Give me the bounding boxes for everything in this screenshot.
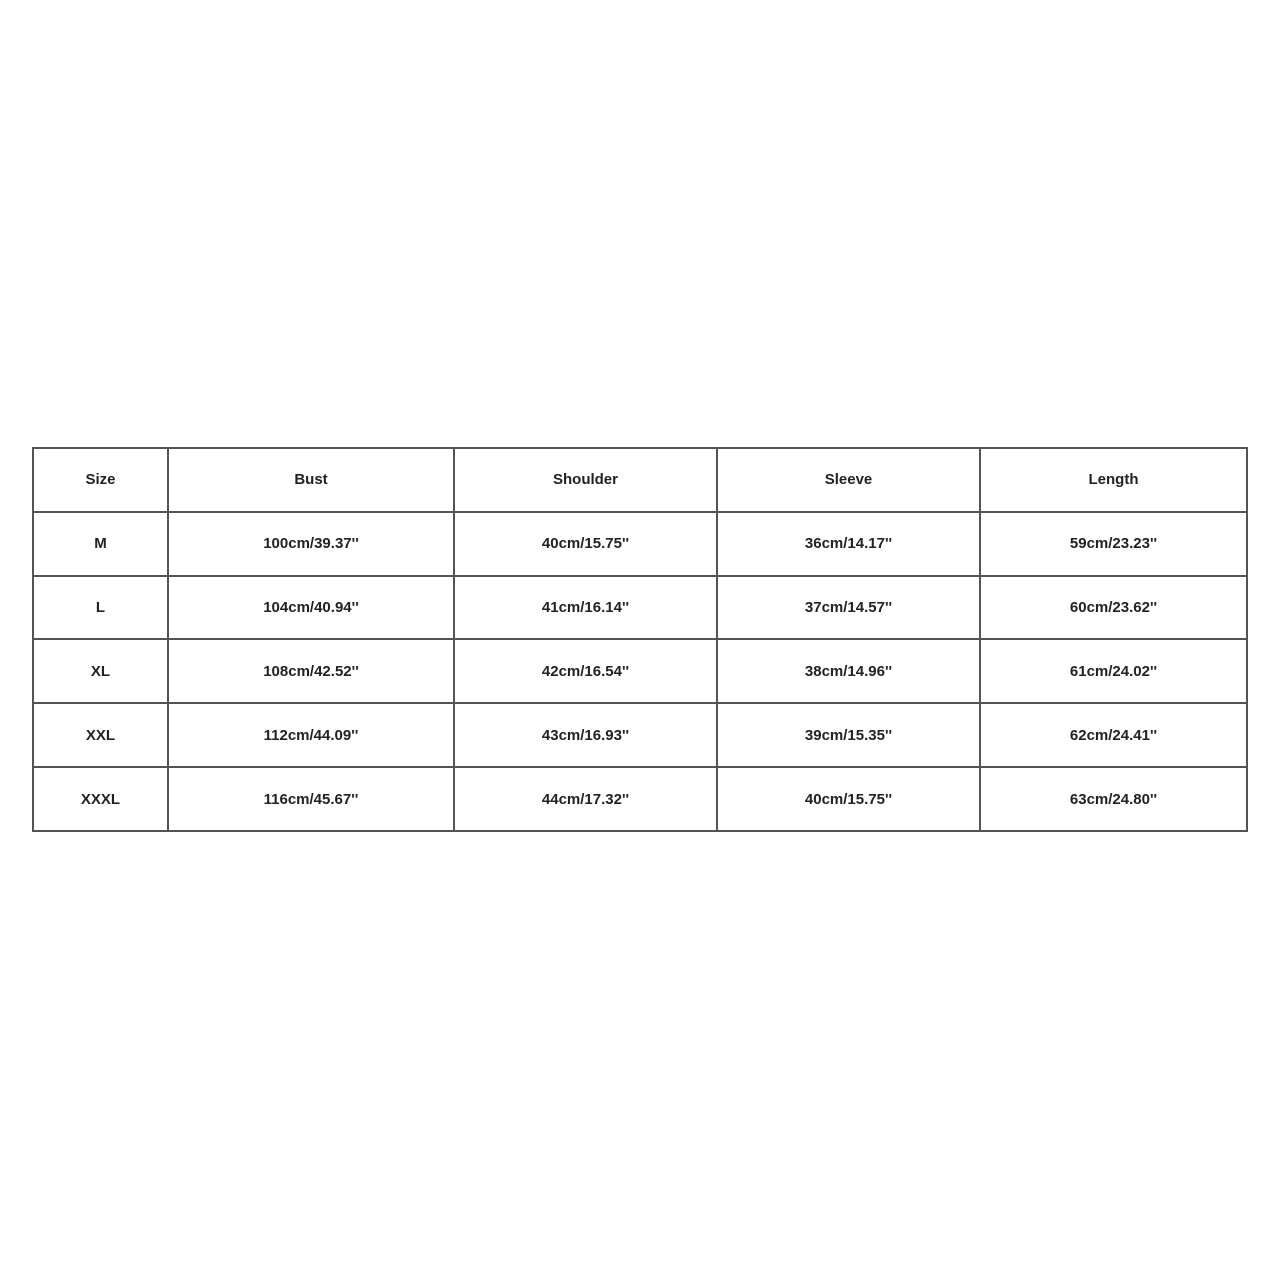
header-shoulder: Shoulder bbox=[454, 448, 717, 512]
header-bust: Bust bbox=[168, 448, 454, 512]
sleeve-cell: 37cm/14.57'' bbox=[717, 576, 980, 640]
length-cell: 59cm/23.23'' bbox=[980, 512, 1247, 576]
size-cell: M bbox=[33, 512, 168, 576]
shoulder-cell: 40cm/15.75'' bbox=[454, 512, 717, 576]
size-cell: XXL bbox=[33, 703, 168, 767]
size-cell: XL bbox=[33, 639, 168, 703]
length-cell: 60cm/23.62'' bbox=[980, 576, 1247, 640]
bust-cell: 116cm/45.67'' bbox=[168, 767, 454, 831]
bust-cell: 108cm/42.52'' bbox=[168, 639, 454, 703]
header-sleeve: Sleeve bbox=[717, 448, 980, 512]
header-row bbox=[33, 448, 1247, 512]
table-row bbox=[33, 639, 1247, 703]
sleeve-cell: 36cm/14.17'' bbox=[717, 512, 980, 576]
shoulder-cell: 41cm/16.14'' bbox=[454, 576, 717, 640]
sleeve-cell: 38cm/14.96'' bbox=[717, 639, 980, 703]
size-cell: XXXL bbox=[33, 767, 168, 831]
shoulder-cell: 42cm/16.54'' bbox=[454, 639, 717, 703]
shoulder-cell: 44cm/17.32'' bbox=[454, 767, 717, 831]
table-row bbox=[33, 512, 1247, 576]
sleeve-cell: 39cm/15.35'' bbox=[717, 703, 980, 767]
bust-cell: 112cm/44.09'' bbox=[168, 703, 454, 767]
shoulder-cell: 43cm/16.93'' bbox=[454, 703, 717, 767]
header-length: Length bbox=[980, 448, 1247, 512]
size-cell: L bbox=[33, 576, 168, 640]
bust-cell: 100cm/39.37'' bbox=[168, 512, 454, 576]
header-size: Size bbox=[33, 448, 168, 512]
table-row bbox=[33, 703, 1247, 767]
length-cell: 61cm/24.02'' bbox=[980, 639, 1247, 703]
bust-cell: 104cm/40.94'' bbox=[168, 576, 454, 640]
sleeve-cell: 40cm/15.75'' bbox=[717, 767, 980, 831]
length-cell: 62cm/24.41'' bbox=[980, 703, 1247, 767]
length-cell: 63cm/24.80'' bbox=[980, 767, 1247, 831]
size-chart-table bbox=[32, 447, 1248, 832]
table-row bbox=[33, 767, 1247, 831]
table-row bbox=[33, 576, 1247, 640]
